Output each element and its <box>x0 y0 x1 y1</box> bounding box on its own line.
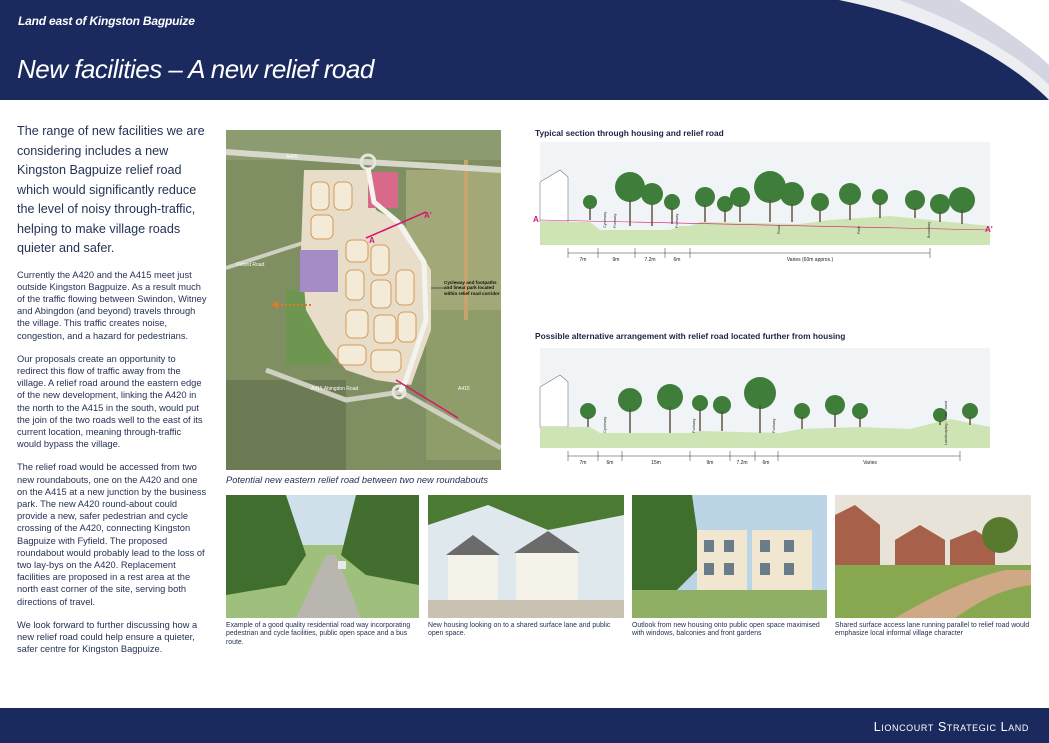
photo-caption: Example of a good quality residential road way incorporating pedestrian and cycle facilities, public open space and a bus route. <box>226 622 411 646</box>
section1-title: Typical section through housing and relief road <box>535 128 724 138</box>
section2-tag: Footway <box>772 418 776 433</box>
section2-tag: Footway <box>692 418 696 433</box>
intro-lead: The range of new facilities we are considering includes a new Kingston Bagpuize relief road which would significantly reduce the level of noisy through-traffic, helping to make village roads quieter and safer. <box>17 124 205 255</box>
header-swoosh-decoration <box>749 0 1049 100</box>
page-footer <box>0 708 1049 743</box>
intro-paragraph: Our proposals create an opportunity to redirect this flow of traffic away from the village. A relief road around the eastern edge of the new development, linking the A420 in the north to the A415 in the south, would put the join of the two roads well to the east of its current location, meaning through-traffic would bypass the village. <box>17 353 203 450</box>
site-masterplan-map <box>226 130 501 470</box>
page-subtitle: Land east of Kingston Bagpuize <box>18 14 195 28</box>
photo-access-lane <box>835 495 1031 618</box>
section2-tag: Cycleway <box>603 416 607 433</box>
section1-dim: 7.2m <box>644 257 656 263</box>
section1-dim: 7m <box>579 257 587 263</box>
section2-dim: 7m <box>579 460 587 466</box>
map-road-label-abingdon: A415 Abingdon Road <box>311 386 359 392</box>
section2-dim: 7.2m <box>736 460 748 466</box>
section1-dim: 6m <box>673 257 681 263</box>
section2-diagram <box>530 345 1000 470</box>
section1-tag: Road <box>777 224 781 234</box>
section1-tag: Footway <box>675 213 679 228</box>
photo-residential-road <box>226 495 419 618</box>
section1-tag: Cycleway <box>603 211 607 228</box>
map-road-label-a415: A415 <box>458 386 470 392</box>
photo-caption: Shared surface access lane running parallel to relief road would emphasize local informal village character <box>835 622 1030 638</box>
map-road-label-a420: A420 <box>286 154 298 160</box>
page-title: New facilities – A new relief road <box>17 54 374 84</box>
photo-caption: New housing looking on to a shared surface lane and public open space. <box>428 622 611 638</box>
section2-dim: 6m <box>762 460 770 466</box>
section1-right-mark: A' <box>985 225 993 234</box>
section2-tag: Landscaping / Noise bund <box>944 401 948 445</box>
brand-logo-text: Lioncourt Strategic Land <box>873 720 1029 734</box>
section1-tag: Path <box>857 226 861 234</box>
section1-dim: 9m <box>612 257 620 263</box>
section2-dim: 9m <box>706 460 714 466</box>
section1-dim: Varies (60m approx.) <box>786 257 834 263</box>
intro-paragraph: The relief road would be accessed from two new roundabouts, one on the A420 and one on the A415 at a new junction by the business park. The new A420 round-about could provide a new, safer pedestrian and cycle crossing of the A420, connecting Kingston Bagpuize with Fyfield. The proposed roundabout would probably lead to the loss of two lay-bys on the A420. Replacement facilities are proposed in a rest area at the north east corner of the site, serving both directions of travel. <box>17 462 207 607</box>
intro-paragraph: We look forward to further discussing how a new relief road could help ensure a quieter, safer centre for Kingston Bagpuize. <box>17 619 198 655</box>
section1-tag: Footway <box>613 213 617 228</box>
map-caption: Potential new eastern relief road between two new roundabouts <box>226 475 489 485</box>
map-section-mark-a-prime: A' <box>424 211 432 220</box>
section1-left-mark: A <box>533 215 539 224</box>
section2-dim: 6m <box>606 460 614 466</box>
section2-dim: 15m <box>651 460 661 466</box>
page-header <box>0 0 1049 100</box>
photo-caption: Outlook from new housing onto public open space maximised with windows, balconies and front gardens <box>632 622 820 638</box>
section2-dim: Varies <box>863 460 877 466</box>
photo-shared-surface-housing <box>428 495 624 618</box>
map-section-mark-a: A <box>369 236 375 245</box>
intro-text-column <box>17 122 207 666</box>
section2-title: Possible alternative arrangement with relief road located further from housing <box>535 331 846 341</box>
section1-tag: Boundary <box>927 221 931 238</box>
map-annotation: Cycleway and footpaths and linear park located within relief road corridor <box>444 280 500 296</box>
intro-paragraph: Currently the A420 and the A415 meet just outside Kingston Bagpuize. As a result much of the traffic flowing between Swindon, Witney and Abingdon (and beyond) travels through the village. This traffic creates noise, congestion, and a hazard for pedestrians. <box>17 269 207 341</box>
photo-open-space-outlook <box>632 495 827 618</box>
map-road-label-oxford: Oxford Road <box>236 262 265 268</box>
section1-diagram <box>530 142 1000 267</box>
